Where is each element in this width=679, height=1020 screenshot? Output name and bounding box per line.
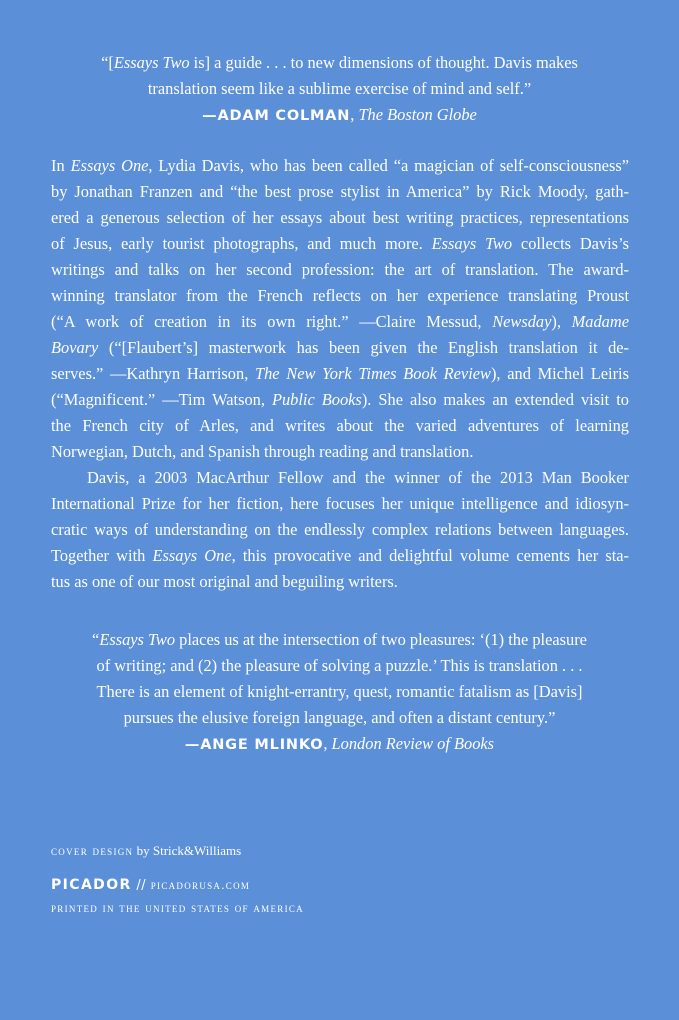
book-title: Essays One (70, 156, 149, 175)
description-line: writings and talks on her second profession: the art of translation. The award- (51, 260, 629, 279)
publisher-website: picadorusa.com (150, 877, 251, 892)
publication-title: The New York Times Book Review (255, 364, 491, 383)
quote-text: “[ (101, 53, 114, 72)
cover-designer: by Strick&Williams (133, 843, 242, 858)
description-line: Davis, a 2003 MacArthur Fellow and the winner of the 2013 Man Booker (87, 468, 629, 487)
description-line: Together with Essays One, this provocative and delightful volume cements her sta- (51, 546, 629, 565)
cover-design-credit (51, 840, 351, 862)
book-title: Madame (571, 312, 629, 331)
separator: // (131, 878, 151, 893)
description-line: International Prize for her fiction, here focuses her unique intelligence and idiosyn- (51, 494, 629, 513)
description-line: serves.” —Kathryn Harrison, The New York Times Book Review), and Michel Leiris (51, 364, 629, 383)
description-line: of Jesus, early tourist photographs, and much more. Essays Two collects Davis’s (51, 234, 629, 253)
description-line: Norwegian, Dutch, and Spanish through reading and translation. (51, 442, 474, 461)
description-text (51, 153, 629, 595)
blurb-attribution-top (40, 102, 639, 129)
publisher-logo: PICADOR (51, 877, 132, 893)
description-line: (“A work of creation in its own right.” —Claire Messud, Newsday), Madame (51, 312, 629, 331)
printed-notice: printed in the united states of america (51, 900, 304, 915)
blurb-quote-top (40, 50, 639, 129)
book-title: Essays One (152, 546, 232, 565)
attribution-separator: , (350, 105, 359, 124)
blurb-quote-bottom-line-3: There is an element of knight-errantry, quest, romantic fatalism as [Davis] (96, 682, 583, 701)
description-line: tus as one of our most original and beguiling writers. (51, 572, 398, 591)
attribution-separator: , (323, 734, 332, 753)
book-title: Bovary (51, 338, 99, 357)
cover-design-label: cover design (51, 843, 134, 858)
description-line: winning translator from the French reflects on her experience translating Proust (51, 286, 629, 305)
description-line: the French city of Arles, and writes about the varied adventures of learning (51, 416, 629, 435)
blurb-quote-top-line-2: translation seem like a sublime exercise of mind and self.” (147, 79, 532, 98)
description-line: by Jonathan Franzen and “the best prose stylist in America” by Rick Moody, gath- (51, 182, 629, 201)
book-title: Essays Two (99, 630, 176, 649)
book-title: Essays Two (113, 53, 190, 72)
blurb-quote-bottom-line-4: pursues the elusive foreign language, and often a distant century.” (123, 708, 556, 727)
attribution-source: The Boston Globe (358, 105, 477, 124)
blurb-quote-top-line-1 (40, 50, 639, 76)
attribution-source: London Review of Books (331, 734, 495, 753)
blurb-quote-bottom-line-2: of writing; and (2) the pleasure of solving a puzzle.’ This is translation . . . (96, 656, 583, 675)
publisher-line (51, 874, 351, 897)
blurb-quote-bottom-line-1: “Essays Two places us at the intersection of two pleasures: ‘(1) the pleasure (92, 630, 587, 649)
blurb-quote-bottom (40, 627, 639, 758)
publication-title: Public Books (271, 390, 362, 409)
attribution-name: —ADAM COLMAN (202, 108, 351, 124)
description-line: ered a generous selection of her essays about best writing practices, representations (51, 208, 629, 227)
attribution-name: —ANGE MLINKO (184, 737, 324, 753)
description-line: (“Magnificent.” —Tim Watson, Public Books). She also makes an extended visit to (51, 390, 629, 409)
credits (51, 840, 351, 919)
publication-title: Newsday (492, 312, 552, 331)
quote-text: is] a guide . . . to new dimensions of thought. Davis makes (189, 53, 578, 72)
description-line: cratic ways of understanding on the endlessly complex relations between languages. (51, 520, 629, 539)
description-line: Bovary (“[Flaubert’s] masterwork has been given the English translation it de- (51, 338, 629, 357)
book-title: Essays Two (431, 234, 513, 253)
description-line: In Essays One, Lydia Davis, who has been called “a magician of self-consciousness” (51, 156, 629, 175)
blurb-attribution-bottom (40, 731, 639, 758)
